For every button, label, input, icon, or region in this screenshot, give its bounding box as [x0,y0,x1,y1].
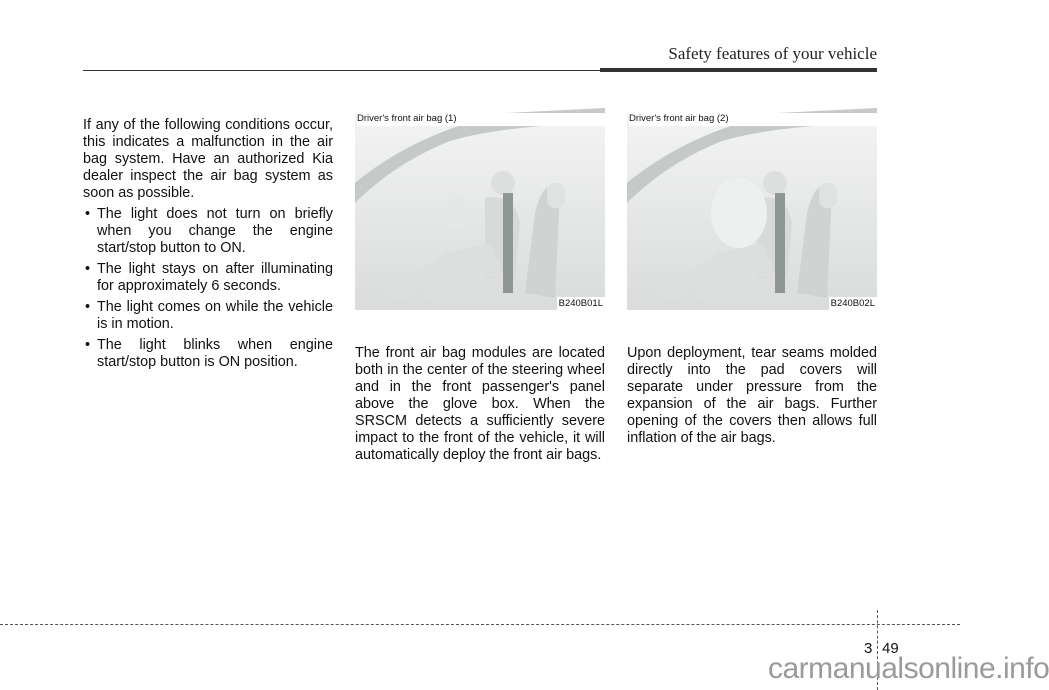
list-item: • The light does not turn on briefly when you change the engine start/stop button to ON. [83,206,333,257]
figure-airbag-2 [627,113,877,310]
figure-caption: Driver's front air bag (1) [357,113,607,126]
intro-paragraph: If any of the following conditions occur, this indicates a malfunction in the air bag system. Have an authorized Kia dealer inspect the air bag system as soon as possible. [83,117,333,201]
deployment-paragraph: Upon deployment, tear seams molded directly into the pad covers will separate under pressure from the expansion of the air bags. Further opening of the covers then allows full inflation of the air bags. [627,345,877,446]
list-item: • The light blinks when engine start/stop button is ON position. [83,337,333,371]
airbag-illustration-1 [355,113,605,310]
figure-code: B240B01L [558,298,603,309]
left-column [83,117,333,375]
airbag-illustration-2 [627,113,877,310]
footer-rule [0,624,960,625]
middle-column [355,345,605,468]
watermark: carmanualsonline.info [768,652,1049,685]
figure-code: B240B02L [830,298,875,309]
list-item: • The light comes on while the vehicle is in motion. [83,299,333,333]
figure-airbag-1 [355,113,605,310]
malfunction-list [83,206,333,371]
list-item: • The light stays on after illuminating for approximately 6 seconds. [83,261,333,295]
figure-caption: Driver's front air bag (2) [629,113,879,126]
right-column [627,345,877,451]
header-rule-accent [600,68,877,72]
chapter-number: 3 [864,640,873,657]
airbag-location-paragraph: The front air bag modules are located both in the center of the steering wheel and in the front passenger's panel above the glove box. When the SRSCM detects a sufficiently severe impact to the front of the vehicle, it will automatically deploy the front air bags. [355,345,605,463]
section-header: Safety features of your vehicle [668,44,877,63]
page-number: 49 [882,640,899,657]
